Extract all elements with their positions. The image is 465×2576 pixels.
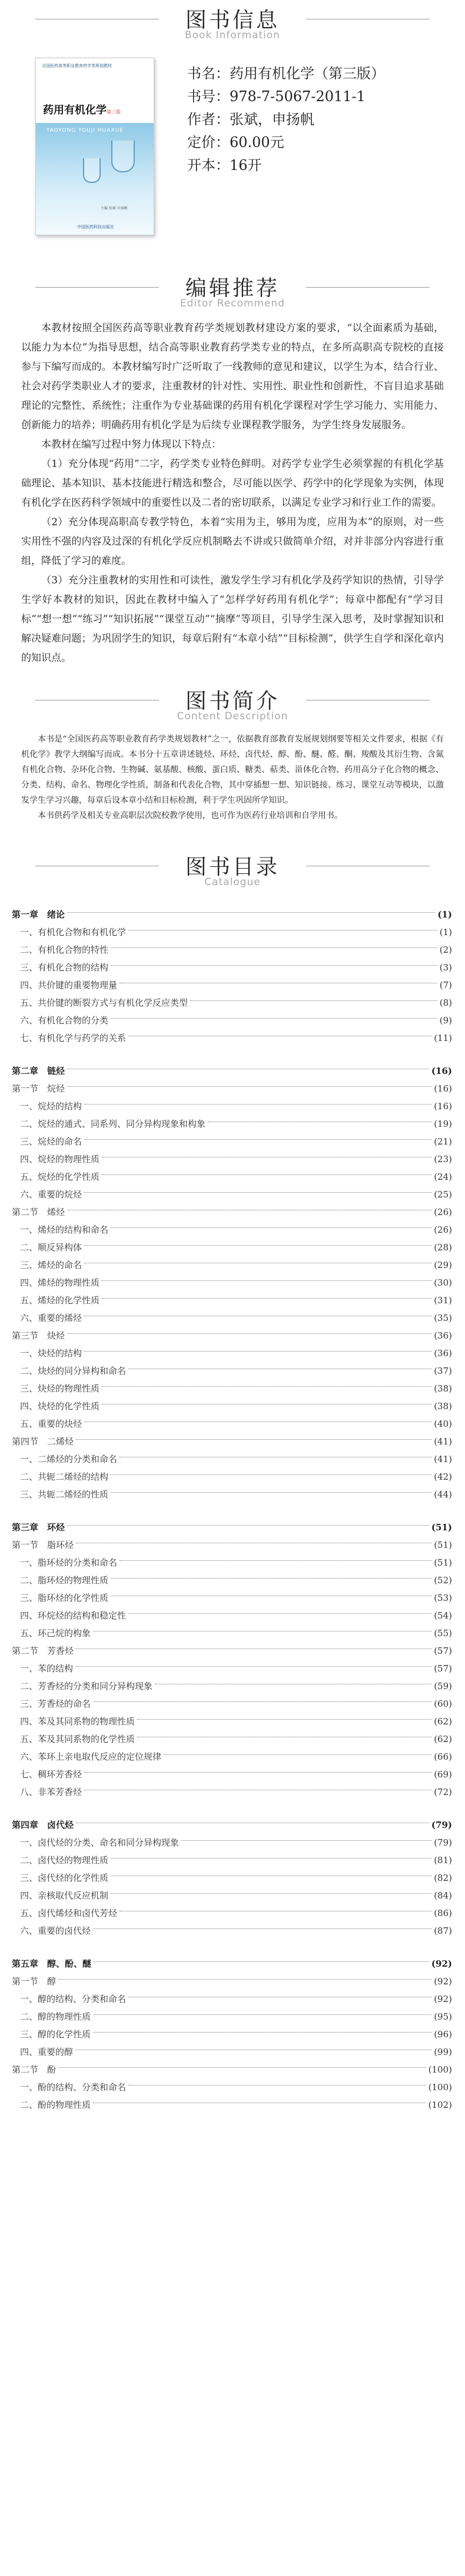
section-title: 图书信息 [185, 8, 280, 32]
toc-leader-dots [84, 1772, 431, 1773]
toc-item[interactable] [12, 1362, 452, 1380]
toc-chapter[interactable] [12, 1816, 452, 1834]
toc-page-number: (66) [434, 1751, 452, 1762]
toc-leader-dots [93, 2014, 431, 2015]
toc-item[interactable] [12, 2026, 452, 2043]
toc-leader-dots [67, 1525, 429, 1526]
toc-title: 一、炔烃的结构 [20, 1348, 82, 1359]
toc-title: 四、亲核取代反应机制 [20, 1890, 109, 1901]
toc-page-number: (41) [434, 1436, 452, 1447]
toc-leader-dots [84, 1139, 431, 1140]
toc-title: 第一节 脂环烃 [12, 1540, 74, 1550]
toc-title: 一、醇的结构、分类和命名 [20, 1994, 127, 2004]
toc-item[interactable] [12, 1607, 452, 1624]
toc-title: 第三节 炔烃 [12, 1330, 65, 1341]
toc-item[interactable] [12, 2043, 452, 2061]
toc-leader-dots [102, 1386, 431, 1387]
toc-leader-dots [111, 1227, 431, 1228]
section-subtitle: Catalogue [204, 876, 261, 888]
toc-page-number: (92) [434, 1976, 452, 1987]
toc-leader-dots [94, 1961, 429, 1962]
toc-item[interactable] [12, 1221, 452, 1239]
toc-page-number: (38) [434, 1383, 452, 1394]
toc-leader-dots [84, 1104, 431, 1105]
toc-title: 二、芳香烃的分类和同分异构现象 [20, 1681, 153, 1691]
toc-page-number: (26) [434, 1207, 452, 1217]
toc-title: 二、酚的物理性质 [20, 2100, 91, 2110]
toc-title: 三、有机化合物的结构 [20, 962, 109, 973]
book-isbn: 书号：978-7-5067-2011-1 [187, 88, 366, 105]
toc-section[interactable] [12, 1973, 452, 1990]
toc-item[interactable] [12, 1869, 452, 1887]
toc-page-number: (60) [434, 1699, 452, 1709]
toc-gap [12, 1503, 452, 1510]
toc-title: 二、顺反异构体 [20, 1242, 82, 1253]
toc-section[interactable] [12, 1642, 452, 1660]
toc-title: 第三章 环烃 [12, 1522, 65, 1533]
toc-title: 七、有机化学与药学的关系 [20, 1033, 127, 1043]
toc-title: 四、烷烃的物理性质 [20, 1154, 100, 1164]
toc-item[interactable] [12, 1851, 452, 1869]
toc-page-number: (24) [434, 1172, 452, 1182]
toc-page-number: (16) [434, 1083, 452, 1094]
toc-item[interactable] [12, 1468, 452, 1486]
toc-leader-dots [137, 1719, 431, 1720]
toc-section[interactable] [12, 1327, 452, 1344]
toc-item[interactable] [12, 994, 452, 1012]
toc-page-number: (36) [434, 1348, 452, 1359]
toc-page-number: (57) [434, 1663, 452, 1674]
toc-leader-dots [93, 2032, 431, 2033]
toc-title: 五、烯烃的化学性质 [20, 1295, 100, 1306]
paragraph: （3）充分注重教材的实用性和可读性，激发学生学习有机化学及药学知识的热情，引导学生学好本教材的知识，因此在教材中编入了“怎样学好药用有机化学”；每章中都配有“学习目标”“想一想”“练习”“知识拓展”“课堂互动”“摘摩”等项目，引导学生深入思考，及时掌握知识和解决疑难问题；为巩固学生的知识，每章后附有“本章小结”“目标检测”，供学生自学和深化章内的知识点。 [21, 575, 444, 664]
book-author: 作者：张斌，申扬帆 [187, 111, 314, 128]
toc-leader-dots [102, 1280, 431, 1281]
toc-title: 第四章 卤代烃 [12, 1820, 74, 1830]
toc-title: 二、有机化合物的特性 [20, 945, 109, 955]
toc-page-number: (79) [431, 1820, 452, 1830]
toc-leader-dots [84, 1351, 431, 1352]
toc-title: 二、醇的物理性质 [20, 2011, 91, 2022]
toc-item[interactable] [12, 1730, 452, 1748]
toc-title: 五、重要的炔烃 [20, 1419, 82, 1429]
toc-page-number: (51) [434, 1540, 452, 1550]
toc-item[interactable] [12, 1834, 452, 1851]
toc-leader-dots [67, 912, 435, 913]
book-cover-image [35, 58, 154, 235]
toc-title: 一、二烯烃的分类和命名 [20, 1454, 118, 1464]
toc-page-number: (9) [439, 1015, 452, 1026]
paragraph: （1）充分体现“药用”二字，药学类专业特色鲜明。对药学专业学生必须掌握的有机化学基础理论、基本知识、基本技能进行精选和整合，尽可能以医学、药学中的化学现象为实例，体现有机化学在医药科学领域中的重要性以及二者的密切联系，以满足专业学习和行业工作的需要。 [21, 458, 444, 509]
toc-page-number: (52) [434, 1575, 452, 1586]
toc-title: 一、烷烃的结构 [20, 1101, 82, 1112]
toc-title: 四、烯烃的物理性质 [20, 1277, 100, 1288]
toc-page-number: (2) [439, 945, 452, 955]
toc-title: 二、烷烃的通式、同系列、同分异构现象和构象 [20, 1119, 206, 1129]
toc-item[interactable] [12, 1589, 452, 1607]
toc-item[interactable] [12, 1309, 452, 1327]
toc-title: 四、环烷烃的结构和稳定性 [20, 1610, 127, 1621]
toc-chapter[interactable] [12, 1955, 452, 1973]
toc-item[interactable] [12, 1133, 452, 1150]
toc-title: 三、烯烃的命名 [20, 1260, 82, 1270]
toc-leader-dots [67, 1333, 431, 1334]
toc-leader-dots [111, 947, 437, 948]
toc-title: 六、重要的烯烃 [20, 1313, 82, 1323]
toc-item[interactable] [12, 1748, 452, 1766]
toc-page-number: (84) [434, 1890, 452, 1901]
toc-page-number: (87) [434, 1926, 452, 1936]
paragraph: 本书是“全国医药高等职业教育药学类规划教材”之一，依据教育部教育发展规划纲要等相关文件要求，根据《有机化学》教学大纲编写而成。本书分十五章讲述链烃、环烃、卤代烃、醇、酚、醚、醛、酮、羧酸及其衍生物、含氮有机化合物、杂环化合物、生物碱、氨基酸、核酸、蛋白质、糖类、萜类、甾体化合物、药用高分子化合物的概念、分类、结构、命名、物理化学性质，制备和代表化合物，其中穿插想一想、知识链接、练习、课堂互动等模块，以激发学生学习兴趣，每章后设本章小结和目标检测，利于学生巩固所学知识。 [21, 735, 444, 805]
toc-item[interactable] [12, 1624, 452, 1642]
flask-icon [111, 141, 135, 172]
toc-leader-dots [102, 1298, 431, 1299]
toc-item[interactable] [12, 1186, 452, 1203]
toc-item[interactable] [12, 1904, 452, 1922]
toc-page-number: (21) [434, 1136, 452, 1147]
toc-page-number: (26) [434, 1224, 452, 1235]
toc-page-number: (1) [437, 909, 452, 920]
toc-title: 第五章 醇、酚、醚 [12, 1958, 92, 1969]
toc-leader-dots [128, 1613, 431, 1614]
toc-leader-dots [58, 1979, 431, 1980]
cover-title: 药用有机化学第三版 [43, 104, 121, 116]
toc-title: 第二节 烯烃 [12, 1207, 65, 1217]
toc-section[interactable] [12, 1203, 452, 1221]
toc-item[interactable] [12, 1695, 452, 1713]
toc-section[interactable] [12, 1433, 452, 1450]
toc-title: 三、共轭二烯烃的性质 [20, 1489, 109, 1500]
toc-title: 六、苯环上亲电取代反应的定位规律 [20, 1751, 162, 1762]
toc-title: 五、共价键的断裂方式与有机化学反应类型 [20, 997, 188, 1008]
toc-item[interactable] [12, 2008, 452, 2026]
table-of-contents [0, 906, 465, 2114]
toc-page-number: (36) [434, 1330, 452, 1341]
toc-leader-dots [119, 1560, 431, 1561]
toc-title: 七、稠环芳香烃 [20, 1769, 82, 1780]
toc-gap [12, 1047, 452, 1054]
content-description-header [0, 681, 465, 732]
toc-page-number: (25) [434, 1189, 452, 1200]
toc-leader-dots [181, 1840, 431, 1841]
toc-item[interactable] [12, 941, 452, 959]
toc-leader-dots [111, 1492, 431, 1493]
toc-leader-dots [111, 1018, 437, 1019]
toc-leader-dots [84, 1192, 431, 1193]
toc-item[interactable] [12, 1029, 452, 1047]
toc-page-number: (79) [434, 1837, 452, 1848]
book-name: 书名：药用有机化学（第三版） [187, 65, 385, 82]
toc-title: 一、苯的结构 [20, 1663, 74, 1674]
toc-page-number: (29) [434, 1260, 452, 1270]
toc-title: 第二节 芳香烃 [12, 1646, 74, 1656]
toc-item[interactable] [12, 1554, 452, 1571]
toc-item[interactable] [12, 1766, 452, 1783]
toc-title: 四、苯及其同系物的物理性质 [20, 1716, 135, 1727]
section-title: 图书简介 [185, 689, 280, 713]
toc-title: 五、烷烃的化学性质 [20, 1172, 100, 1182]
paragraph: 本教材在编写过程中努力体现以下特点： [41, 439, 221, 451]
book-meta [187, 62, 385, 177]
toc-page-number: (96) [434, 2029, 452, 2040]
toc-page-number: (102) [428, 2100, 452, 2110]
toc-page-number: (40) [434, 1419, 452, 1429]
toc-page-number: (28) [434, 1242, 452, 1253]
toc-page-number: (16) [431, 1066, 452, 1076]
cover-editors: 主编 张斌 申扬帆 [101, 206, 128, 211]
toc-title: 一、卤代烃的分类、命名和同分异构现象 [20, 1837, 180, 1848]
editor-recommend-header [0, 268, 465, 319]
toc-title: 六、重要的卤代烃 [20, 1926, 91, 1936]
toc-item[interactable] [12, 1239, 452, 1256]
toc-item[interactable] [12, 1677, 452, 1695]
section-subtitle: Book Information [184, 29, 281, 41]
toc-title: 三、醇的化学性质 [20, 2029, 91, 2040]
toc-page-number: (37) [434, 1366, 452, 1376]
paragraph: （2）充分体现高职高专教学特色，本着“实用为主，够用为度，应用为本”的原则，对一些实用性不强的内容及过深的有机化学反应机制略去不讲或只做简单介绍，对并非部分内容进行重组，降低了学习的难度。 [21, 516, 444, 567]
toc-page-number: (92) [431, 1958, 452, 1969]
content-description-text [0, 732, 465, 823]
toc-page-number: (54) [434, 1610, 452, 1621]
toc-page-number: (72) [434, 1787, 452, 1797]
toc-leader-dots [128, 2085, 426, 2086]
toc-item[interactable] [12, 959, 452, 976]
toc-item[interactable] [12, 1887, 452, 1904]
toc-title: 五、环己烷的构象 [20, 1628, 91, 1639]
toc-title: 三、炔烃的物理性质 [20, 1383, 100, 1394]
toc-title: 三、烷烃的命名 [20, 1136, 82, 1147]
section-subtitle: Content Description [177, 710, 288, 722]
toc-page-number: (30) [434, 1277, 452, 1288]
toc-page-number: (92) [434, 1994, 452, 2004]
toc-leader-dots [84, 1245, 431, 1246]
toc-gap [12, 1940, 452, 1947]
toc-page-number: (59) [434, 1681, 452, 1691]
book-info [0, 51, 465, 268]
toc-title: 四、共价键的重要物理量 [20, 980, 118, 990]
toc-page-number: (99) [434, 2047, 452, 2057]
toc-title: 六、有机化合物的分类 [20, 1015, 109, 1026]
cover-publisher: 中国医药科技出版社 [77, 225, 114, 229]
toc-chapter[interactable] [12, 1519, 452, 1536]
toc-page-number: (62) [434, 1734, 452, 1744]
toc-page-number: (95) [434, 2011, 452, 2022]
section-title: 图书目录 [185, 855, 280, 879]
toc-title: 第一节 烷烃 [12, 1083, 65, 1094]
toc-item[interactable] [12, 1115, 452, 1133]
toc-leader-dots [67, 1086, 431, 1087]
toc-page-number: (81) [434, 1855, 452, 1866]
book-price: 定价：60.00元 [187, 134, 284, 151]
toc-item[interactable] [12, 2078, 452, 2096]
toc-page-number: (16) [434, 1101, 452, 1112]
toc-page-number: (11) [434, 1033, 452, 1043]
toc-item[interactable] [12, 1486, 452, 1503]
toc-page-number: (100) [428, 2082, 452, 2093]
toc-item[interactable] [12, 1097, 452, 1115]
toc-chapter[interactable] [12, 1062, 452, 1080]
editor-recommend-text [0, 319, 465, 668]
toc-leader-dots [111, 965, 437, 966]
toc-page-number: (55) [434, 1628, 452, 1639]
catalogue-header [0, 847, 465, 897]
toc-page-number: (51) [431, 1522, 452, 1533]
toc-item[interactable] [12, 1380, 452, 1397]
toc-title: 二、卤代烃的物理性质 [20, 1855, 109, 1866]
toc-page-number: (23) [434, 1154, 452, 1164]
toc-leader-dots [102, 1174, 431, 1175]
toc-item[interactable] [12, 1415, 452, 1433]
toc-title: 第二章 链烃 [12, 1066, 65, 1076]
toc-chapter[interactable] [12, 906, 452, 923]
toc-item[interactable] [12, 2096, 452, 2114]
toc-page-number: (42) [434, 1471, 452, 1482]
toc-title: 二、炔烃的同分异构和命名 [20, 1366, 127, 1376]
toc-section[interactable] [12, 1536, 452, 1554]
toc-title: 一、酚的结构、分类和命名 [20, 2082, 127, 2093]
toc-section[interactable] [12, 1080, 452, 1097]
toc-title: 三、芳香烃的命名 [20, 1699, 91, 1709]
toc-title: 八、非苯芳香烃 [20, 1787, 82, 1797]
toc-leader-dots [111, 1474, 431, 1475]
toc-item[interactable] [12, 1660, 452, 1677]
toc-page-number: (38) [434, 1401, 452, 1412]
toc-page-number: (1) [439, 927, 452, 937]
toc-title: 三、卤代烃的化学性质 [20, 1873, 109, 1883]
toc-page-number: (8) [439, 997, 452, 1008]
toc-section[interactable] [12, 2061, 452, 2078]
toc-page-number: (53) [434, 1593, 452, 1603]
toc-title: 二、脂环烃的物理性质 [20, 1575, 109, 1586]
toc-item[interactable] [12, 1922, 452, 1940]
toc-item[interactable] [12, 1713, 452, 1730]
section-subtitle: Editor Recommend [180, 298, 285, 309]
toc-title: 四、重要的醇 [20, 2047, 74, 2057]
toc-gap [12, 1801, 452, 1808]
toc-page-number: (3) [439, 962, 452, 973]
toc-title: 五、苯及其同系物的化学性质 [20, 1734, 135, 1744]
toc-page-number: (41) [434, 1454, 452, 1464]
toc-item[interactable] [12, 1990, 452, 2008]
toc-title: 五、卤代烯烃和卤代芳烃 [20, 1908, 118, 1918]
toc-item[interactable] [12, 976, 452, 994]
toc-item[interactable] [12, 1397, 452, 1415]
toc-page-number: (86) [434, 1908, 452, 1918]
toc-leader-dots [111, 1893, 431, 1894]
toc-title: 第一节 醇 [12, 1976, 57, 1987]
cover-pinyin: YAOYONG YOUJI HUAXUE [46, 128, 124, 134]
toc-page-number: (35) [434, 1313, 452, 1323]
toc-leader-dots [164, 1754, 431, 1755]
toc-page-number: (100) [428, 2064, 452, 2075]
toc-page-number: (31) [434, 1295, 452, 1306]
toc-title: 二、共轭二烯烃的结构 [20, 1471, 109, 1482]
toc-item[interactable] [12, 1168, 452, 1186]
toc-leader-dots [76, 1439, 431, 1440]
toc-item[interactable] [12, 923, 452, 941]
toc-page-number: (7) [439, 980, 452, 990]
toc-title: 第四节 二烯烃 [12, 1436, 74, 1447]
toc-item[interactable] [12, 1150, 452, 1168]
toc-item[interactable] [12, 1450, 452, 1468]
toc-page-number: (62) [434, 1716, 452, 1727]
toc-leader-dots [75, 1666, 431, 1667]
book-info-header [0, 0, 465, 51]
toc-item[interactable] [12, 1012, 452, 1029]
toc-title: 一、有机化合物和有机化学 [20, 927, 127, 937]
toc-leader-dots [93, 1928, 431, 1929]
toc-title: 第一章 绪论 [12, 909, 65, 920]
toc-title: 三、脂环烃的化学性质 [20, 1593, 109, 1603]
toc-leader-dots [93, 1701, 431, 1702]
toc-item[interactable] [12, 1274, 452, 1292]
toc-title: 六、重要的烷烃 [20, 1189, 82, 1200]
toc-title: 一、烯烃的结构和命名 [20, 1224, 109, 1235]
book-format: 开本：16开 [187, 157, 262, 173]
toc-leader-dots [111, 1578, 431, 1579]
toc-page-number: (44) [434, 1489, 452, 1500]
toc-page-number: (82) [434, 1873, 452, 1883]
paragraph: 本书供药学及相关专业高职层次院校教学使用，也可作为医药行业培训和自学用书。 [38, 811, 343, 820]
toc-leader-dots [190, 1000, 437, 1001]
toc-item[interactable] [12, 1571, 452, 1589]
toc-page-number: (69) [434, 1769, 452, 1780]
toc-item[interactable] [12, 1292, 452, 1309]
section-title: 编辑推荐 [185, 276, 280, 301]
toc-page-number: (57) [434, 1646, 452, 1656]
cover-series: 全国医药高等职业教育药学类规划教材 [42, 64, 112, 68]
toc-item[interactable] [12, 1256, 452, 1274]
toc-title: 第二节 酚 [12, 2064, 57, 2075]
paragraph: 本教材按照全国医药高等职业教育药学类规划教材建设方案的要求，“以全面素质为基础，以能力为本位”为指导思想，结合高等职业教育药学类专业的特点，在多所高职高专院校的直接参与下编写而成的。本教材编写时广泛听取了一线教师的意见和建议，以学生为本，结合行业、社会对药学类职业人才的要求，注重教材的针对性、实用性、职业性和创新性，不盲目追求基础理论的完整性、系统性；注重作为专业基础课的药用有机化学课程对学生学习能力、实用能力、创新能力的培养；明确药用有机化学是为后续专业课程教学服务，为学生终身发展服务。 [21, 322, 444, 431]
toc-page-number: (51) [434, 1557, 452, 1568]
toc-title: 四、炔烃的化学性质 [20, 1401, 100, 1412]
toc-page-number: (19) [434, 1119, 452, 1129]
flask-icon [83, 158, 101, 183]
toc-item[interactable] [12, 1783, 452, 1801]
toc-item[interactable] [12, 1344, 452, 1362]
toc-leader-dots [58, 2067, 426, 2068]
toc-title: 一、脂环烃的分类和命名 [20, 1557, 118, 1568]
